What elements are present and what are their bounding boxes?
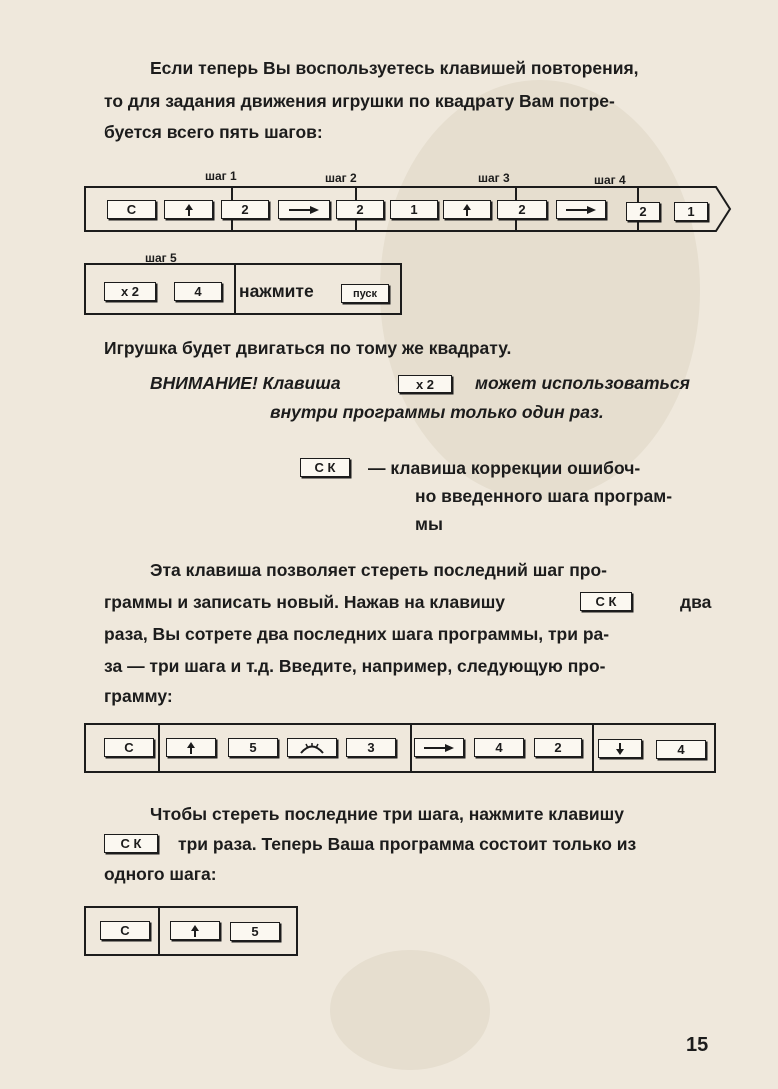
para3-line3: одного шага: xyxy=(104,864,217,884)
arrow-right-icon xyxy=(288,205,320,215)
correction-key[interactable]: С К xyxy=(580,592,632,611)
ck-line3: мы xyxy=(415,514,443,534)
step1-label: шаг 1 xyxy=(205,169,237,183)
step3-label: шаг 3 xyxy=(478,171,510,185)
right-key[interactable] xyxy=(556,200,606,219)
digit-key[interactable]: 2 xyxy=(497,200,547,219)
ck-line2: но введенного шага програм- xyxy=(415,486,673,506)
correction-key[interactable]: С К xyxy=(104,834,158,853)
digit-key[interactable]: 4 xyxy=(174,282,222,301)
digit-key[interactable]: 4 xyxy=(656,740,706,759)
para3-line2: три раза. Теперь Ваша программа состоит только из xyxy=(178,834,637,854)
digit-key[interactable]: 3 xyxy=(346,738,396,757)
para2-line3: раза, Вы сотрете два последних шага программы, три ра- xyxy=(104,624,610,644)
digit-key[interactable]: 5 xyxy=(230,922,280,941)
forward-key[interactable] xyxy=(164,200,213,219)
right-key[interactable] xyxy=(278,200,330,219)
arrow-right-icon xyxy=(423,743,455,753)
digit-key[interactable]: 2 xyxy=(534,738,582,757)
page-number: 15 xyxy=(686,1034,709,1056)
step5-label: шаг 5 xyxy=(145,251,177,265)
clear-key[interactable]: С xyxy=(104,738,154,757)
digit-key[interactable]: 1 xyxy=(390,200,438,219)
para1-line2: то для задания движения игрушки по квадрату Вам потре- xyxy=(104,91,615,111)
attention-part2: может использоваться xyxy=(475,373,690,393)
repeat-key[interactable]: х 2 xyxy=(398,375,452,393)
correction-key[interactable]: С К xyxy=(300,458,350,477)
para2-line2b: два xyxy=(680,592,712,612)
para3-line1: Чтобы стереть последние три шага, нажмите клавишу xyxy=(150,804,624,824)
right-key[interactable] xyxy=(414,738,464,757)
sound-key[interactable] xyxy=(287,738,337,757)
start-key[interactable]: пуск xyxy=(341,284,389,303)
press-text: нажмите xyxy=(239,281,314,301)
digit-key[interactable]: 2 xyxy=(626,202,660,221)
digit-key[interactable]: 1 xyxy=(674,202,708,221)
forward-key[interactable] xyxy=(443,200,491,219)
strip-divider xyxy=(234,265,236,313)
step4-label: шаг 4 xyxy=(594,173,626,187)
strip-divider xyxy=(158,725,160,771)
strip-divider xyxy=(410,725,412,771)
forward-key[interactable] xyxy=(166,738,216,757)
attention-part3: внутри программы только один раз. xyxy=(270,402,604,422)
arrow-up-icon xyxy=(190,924,200,938)
strip-divider xyxy=(592,725,594,771)
para2-line1: Эта клавиша позволяет стереть последний шаг про- xyxy=(150,560,608,580)
digit-key[interactable]: 2 xyxy=(336,200,384,219)
ck-line1: — клавиша коррекции ошибоч- xyxy=(368,458,641,478)
clear-key[interactable]: С xyxy=(100,921,150,940)
para2-line4: за — три шага и т.д. Введите, например, следующую про- xyxy=(104,656,606,676)
arrow-down-icon xyxy=(615,742,625,756)
step2-label: шаг 2 xyxy=(325,171,357,185)
clear-key[interactable]: С xyxy=(107,200,156,219)
digit-key[interactable]: 2 xyxy=(221,200,269,219)
arrow-up-icon xyxy=(184,203,194,217)
sound-icon xyxy=(297,742,327,754)
attention-part1: ВНИМАНИЕ! Клавиша xyxy=(150,373,341,393)
digit-key[interactable]: 5 xyxy=(228,738,278,757)
arrow-up-icon xyxy=(186,741,196,755)
strip-divider xyxy=(158,908,160,954)
arrow-up-icon xyxy=(462,203,472,217)
digit-key[interactable]: 4 xyxy=(474,738,524,757)
paper-stain xyxy=(380,80,700,500)
para1-line3: буется всего пять шагов: xyxy=(104,122,323,142)
repeat-key[interactable]: х 2 xyxy=(104,282,156,301)
para2-line2a: граммы и записать новый. Нажав на клавишу xyxy=(104,592,506,612)
para1-line1: Если теперь Вы воспользуетесь клавишей повторения, xyxy=(150,58,639,78)
para2-line5: грамму: xyxy=(104,686,173,706)
square-sentence: Игрушка будет двигаться по тому же квадрату. xyxy=(104,338,512,358)
forward-key[interactable] xyxy=(170,921,220,940)
arrow-right-icon xyxy=(565,205,597,215)
backward-key[interactable] xyxy=(598,739,642,758)
paper-stain xyxy=(330,950,490,1070)
